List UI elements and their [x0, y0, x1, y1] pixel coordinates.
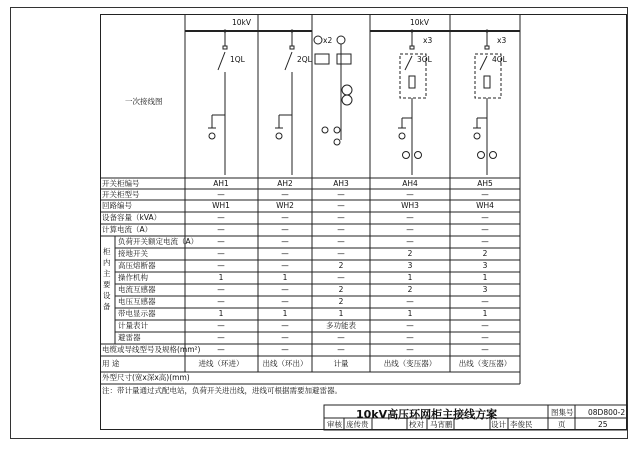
switch-label-4: 4QL [492, 55, 507, 64]
bus-label-left: 10kV [232, 18, 252, 27]
table-cell: — [281, 333, 289, 342]
table-cell: 多功能表 [326, 321, 356, 330]
row-label-cable: 电缆或导线型号及规格(mm²) [102, 345, 201, 354]
table-cell: — [406, 297, 414, 306]
row-label-dims: 外型尺寸(宽x深x高)(mm) [102, 373, 190, 382]
atlas-number-label: 图集号 [551, 408, 574, 417]
table-cell: — [406, 333, 414, 342]
table-cell: — [481, 345, 489, 354]
table-cell: — [281, 249, 289, 258]
table-cell: AH4 [402, 179, 418, 188]
check-label: 校对 [409, 420, 424, 429]
page-label: 页 [558, 420, 566, 429]
table-cell: AH5 [477, 179, 493, 188]
table-cell: 出线（环出） [262, 359, 308, 368]
sub-row-label: 操作机构 [118, 273, 148, 282]
table-cell: — [337, 190, 345, 199]
table-cell: — [481, 237, 489, 246]
table-cell: — [337, 249, 345, 258]
table-cell: — [337, 225, 345, 234]
table-cell: — [217, 225, 225, 234]
table-cell: 1 [282, 309, 288, 318]
table-cell: 1 [218, 309, 224, 318]
table-cell: — [337, 333, 345, 342]
table-cell: 3 [482, 261, 488, 270]
table-cell: — [281, 190, 289, 199]
row-label: 设备容量（kVA） [102, 213, 162, 222]
checker: 马宵鹏 [430, 420, 453, 429]
table-cell: 2 [338, 297, 344, 306]
table-cell: WH4 [476, 201, 494, 210]
table-cell: — [337, 213, 345, 222]
table-cell: 进线（环进） [198, 359, 244, 368]
designer: 李俊民 [510, 420, 533, 429]
table-cell: — [217, 297, 225, 306]
sub-row-label: 接地开关 [118, 249, 148, 258]
table-cell: — [281, 285, 289, 294]
table-cell: — [406, 345, 414, 354]
bus-label-right: 10kV [410, 18, 430, 27]
reviewer: 庞传贵 [346, 420, 369, 429]
diagram-title: 一次接线图 [125, 97, 163, 106]
table-cell: — [481, 190, 489, 199]
design-label: 设计 [491, 420, 506, 429]
table-cell: AH3 [333, 179, 349, 188]
table-cell: 计量 [333, 359, 349, 368]
table-cell: 3 [482, 285, 488, 294]
table-cell: — [406, 190, 414, 199]
sub-row-label: 电流互感器 [118, 285, 156, 294]
table-cell: — [337, 201, 345, 210]
table-cell: 2 [338, 261, 344, 270]
table-cell: — [217, 261, 225, 270]
sub-row-label: 计量表计 [118, 321, 148, 330]
table-cell: 2 [407, 249, 413, 258]
table-cell: AH1 [213, 179, 229, 188]
table-cell: 1 [282, 273, 288, 282]
table-cell: 出线（变压器） [458, 359, 512, 368]
table-cell: 2 [482, 249, 488, 258]
table-cell: — [217, 249, 225, 258]
table-cell: — [337, 345, 345, 354]
table-cell: — [281, 213, 289, 222]
table-cell: — [281, 261, 289, 270]
table-cell: — [217, 190, 225, 199]
table-cell: 2 [338, 285, 344, 294]
row-label: 回路编号 [102, 201, 132, 210]
table-cell: WH1 [212, 201, 230, 210]
multiplier-ah3: x2 [323, 36, 333, 45]
sub-row-label: 负荷开关额定电流（A） [118, 237, 199, 246]
table-cell: WH2 [276, 201, 294, 210]
table-cell: — [481, 213, 489, 222]
table-cell: — [481, 321, 489, 330]
row-label: 开关柜编号 [102, 179, 140, 188]
table-cell: — [217, 333, 225, 342]
sub-row-label: 高压熔断器 [118, 261, 156, 270]
row-label: 计算电流（A） [102, 225, 153, 234]
table-cell: — [481, 333, 489, 342]
main-equipment-group-label: 柜内主要设备 [103, 247, 111, 311]
table-cell: 1 [407, 309, 413, 318]
table-cell: — [217, 285, 225, 294]
multiplier-ah5: x3 [497, 36, 507, 45]
table-cell: 1 [482, 309, 488, 318]
row-label-use: 用 途 [102, 359, 120, 368]
drawing-title: 10kV高压环网柜主接线方案 [356, 408, 498, 421]
switch-label-2: 2QL [297, 55, 312, 64]
review-label: 审核 [327, 420, 342, 429]
table-cell: — [406, 213, 414, 222]
table-cell: — [337, 237, 345, 246]
table-cell: — [281, 237, 289, 246]
table-cell: — [406, 225, 414, 234]
table-cell: 1 [218, 273, 224, 282]
table-cell: — [337, 273, 345, 282]
table-cell: — [281, 225, 289, 234]
sub-row-label: 电压互感器 [118, 297, 156, 306]
switch-label-3: 3QL [417, 55, 432, 64]
table-cell: WH3 [401, 201, 419, 210]
table-cell: — [217, 237, 225, 246]
table-cell: 2 [407, 285, 413, 294]
table-cell: — [281, 297, 289, 306]
table-cell: — [281, 321, 289, 330]
table-cell: AH2 [277, 179, 293, 188]
table-cell: — [217, 321, 225, 330]
table-cell: — [406, 237, 414, 246]
multiplier-ah4: x3 [423, 36, 433, 45]
switch-label-1: 1QL [230, 55, 245, 64]
sub-row-label: 避雷器 [118, 333, 141, 342]
table-cell: — [481, 225, 489, 234]
table-cell: 1 [338, 309, 344, 318]
sub-row-label: 带电显示器 [118, 309, 156, 318]
table-cell: — [481, 297, 489, 306]
page-number: 25 [598, 420, 608, 429]
table-cell: 出线（变压器） [383, 359, 437, 368]
atlas-number: 08D800-2 [588, 408, 626, 417]
table-cell: 1 [482, 273, 488, 282]
table-cell: — [217, 213, 225, 222]
table-cell: 1 [407, 273, 413, 282]
note: 注：带计量通过式配电站，负荷开关进出线，进线可根据需要加避雷器。 [102, 386, 342, 395]
row-label: 开关柜型号 [102, 190, 140, 199]
table-cell: — [281, 345, 289, 354]
table-cell: 3 [407, 261, 413, 270]
table-cell: — [217, 345, 225, 354]
table-cell: — [406, 321, 414, 330]
